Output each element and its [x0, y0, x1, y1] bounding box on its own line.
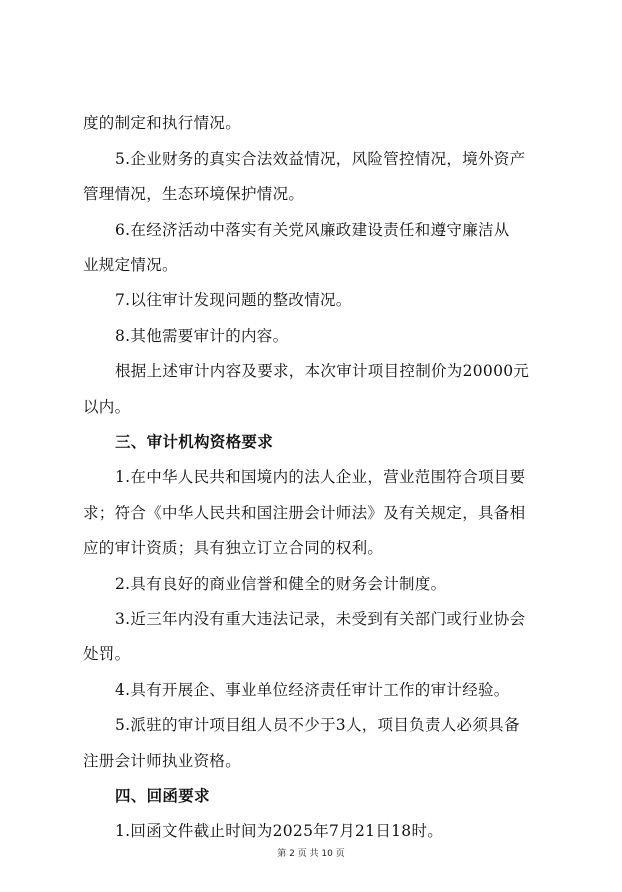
paragraph-line: 根据上述审计内容及要求，本次审计项目控制价为20000元 [115, 362, 530, 380]
paragraph-line: 求；符合《中华人民共和国注册会计师法》及有关规定，具备相 [83, 504, 526, 522]
paragraph-line: 6.在经济活动中落实有关党风廉政建设责任和遵守廉洁从 [115, 221, 510, 239]
paragraph-line: 管理情况，生态环境保护情况。 [83, 185, 305, 203]
paragraph-line: 5.企业财务的真实合法效益情况，风险管控情况，境外资产 [115, 150, 526, 168]
paragraph-line: 7.以往审计发现问题的整改情况。 [115, 291, 352, 309]
paragraph-line: 4.具有开展企、事业单位经济责任审计工作的审计经验。 [115, 681, 510, 699]
paragraph-line: 处罚。 [83, 645, 131, 663]
section-heading-reply: 四、回函要求 [115, 787, 210, 805]
paragraph-line: 注册会计师执业资格。 [83, 752, 242, 770]
paragraph-line: 以内。 [83, 398, 131, 416]
paragraph-line: 度的制定和执行情况。 [83, 114, 242, 132]
paragraph-line: 应的审计资质；具有独立订立合同的权利。 [83, 539, 384, 557]
paragraph-line: 8.其他需要审计的内容。 [115, 327, 289, 345]
page-number-footer: 第 2 页 共 10 页 [277, 849, 345, 859]
paragraph-line: 1.回函文件截止时间为2025年7月21日18时。 [115, 822, 444, 840]
paragraph-line: 5.派驻的审计项目组人员不少于3人，项目负责人必须具备 [115, 716, 520, 734]
paragraph-line: 3.近三年内没有重大违法记录，未受到有关部门或行业协会 [115, 610, 526, 628]
paragraph-line: 业规定情况。 [83, 256, 178, 274]
paragraph-line: 2.具有良好的商业信誉和健全的财务会计制度。 [115, 575, 447, 593]
section-heading-qualifications: 三、审计机构资格要求 [115, 433, 274, 451]
paragraph-line: 1.在中华人民共和国境内的法人企业，营业范围符合项目要 [115, 468, 526, 486]
